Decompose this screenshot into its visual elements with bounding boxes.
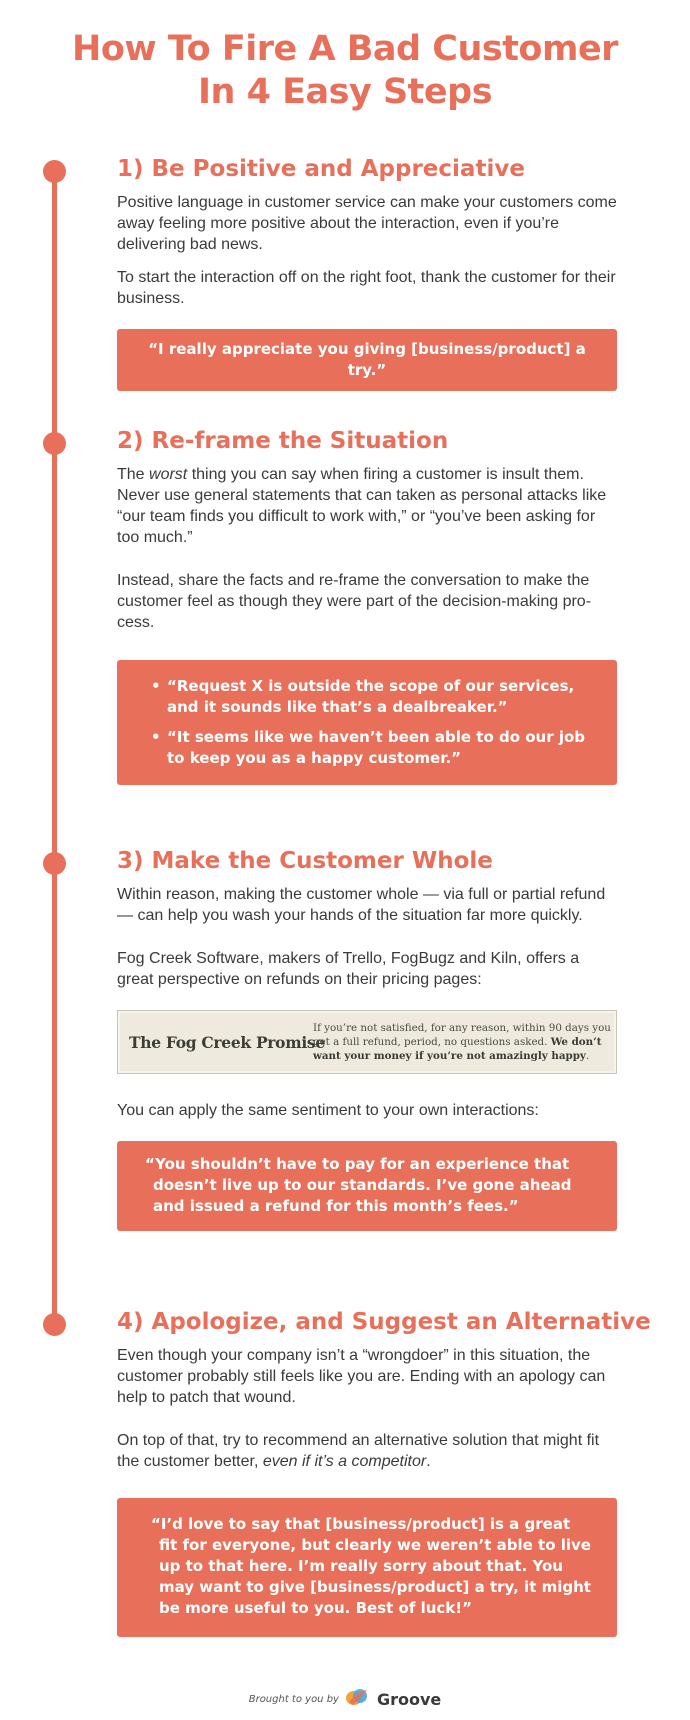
- promise-text-end: .: [585, 1050, 590, 1062]
- step-3-heading: 3) Make the Customer Whole: [117, 848, 493, 874]
- step-1-section: [117, 154, 617, 391]
- step-3-section: [117, 846, 617, 1231]
- step-2-paragraph-1-end: thing you can say when firing a customer is insult them. Never use general statements that can taken as personal attacks like “our team finds you difficult to work with,” or “you’ve been asking for too much.”: [117, 466, 607, 546]
- step-2-quote-callout: [117, 660, 617, 785]
- step-2-heading: 2) Re-frame the Situation: [117, 428, 449, 454]
- step-4-section: [117, 1307, 651, 1637]
- step-4-quote-callout: [117, 1498, 617, 1637]
- step-4-heading: 4) Apologize, and Suggest an Alternative: [117, 1309, 651, 1335]
- step-1-quote-callout: [117, 329, 617, 391]
- step-3-paragraph-3: You can apply the same sentiment to your own interactions:: [117, 1102, 539, 1119]
- bullet-icon: •: [151, 677, 161, 695]
- step-1-quote-text: “I really appreciate you giving [business/product] a try.”: [148, 340, 586, 379]
- step-4-quote-text: “I’d love to say that [business/product] is a great fit for everyone, but clearly we weren’t able to live up to that here. I’m really sorry about that. You may want to give [business/product] a try, it might be more useful to you. Best of luck!”: [151, 1515, 591, 1617]
- step-4-paragraph-2-start: On top of that, try to recommend an alternative solution that might fit the customer better,: [117, 1432, 600, 1470]
- step-2-quote-item: [151, 676, 597, 718]
- step-1-paragraph-1: Positive language in customer service can make your customers come away feeling more positive about the interaction, even if you’re delivering bad news.: [117, 194, 617, 253]
- step-2-quote-item-text: “Request X is outside the scope of our services, and it sounds like that’s a dealbreaker.”: [167, 677, 575, 716]
- page-title-line-2: In 4 Easy Steps: [197, 72, 493, 112]
- step-1-heading: 1) Be Positive and Appreciative: [117, 156, 525, 182]
- fog-creek-promise-banner: [117, 1010, 617, 1074]
- step-3-quote-callout: [117, 1141, 617, 1231]
- promise-text-bold: We don’t want your money if you’re not amazingly happy: [313, 1036, 602, 1062]
- step-4-paragraph-2-emphasis: even if it’s a competitor: [262, 1453, 427, 1470]
- timeline-dot-2: [43, 432, 66, 455]
- step-2-paragraph-2: Instead, share the facts and re-frame the conversation to make the customer feel as though they were part of the decision-making pro-cess.: [117, 572, 592, 631]
- step-3-quote-text: “You shouldn’t have to pay for an experience that doesn’t live up to our standards. I’ve gone ahead and issued a refund for this month’s fees.”: [145, 1155, 572, 1215]
- promise-title: The Fog Creek Promise: [129, 1032, 325, 1052]
- step-1-paragraph-2: To start the interaction off on the right foot, thank the customer for their business.: [117, 269, 616, 307]
- groove-logo-icon: [345, 1686, 371, 1713]
- step-3-paragraph-2: Fog Creek Software, makers of Trello, FogBugz and Kiln, offers a great perspective on refunds on their pricing pages:: [117, 950, 580, 988]
- footer-brought-by: Brought to you by: [248, 1694, 339, 1705]
- step-2-paragraph-1-emphasis: worst: [149, 466, 188, 483]
- timeline-dot-3: [43, 852, 66, 875]
- step-4-paragraph-1: Even though your company isn’t a “wrongdoer” in this situation, the customer probably still feels like you are. Ending with an apology can help to patch that wound.: [117, 1347, 606, 1406]
- step-2-paragraph-1: [117, 464, 617, 548]
- step-2-quote-item: [151, 727, 597, 769]
- bullet-icon: •: [151, 728, 161, 746]
- step-2-paragraph-1-start: The: [117, 466, 150, 483]
- timeline-dot-4: [43, 1313, 66, 1336]
- step-2-quote-item-text: “It seems like we haven’t been able to do our job to keep you as a happy customer.”: [167, 728, 586, 767]
- page-title-line-1: How To Fire A Bad Customer: [72, 29, 618, 69]
- promise-text-main: If you’re not satisfied, for any reason, within 90 days you get a full refund, period, no questions asked.: [313, 1022, 611, 1048]
- step-2-section: [117, 426, 617, 785]
- step-4-paragraph-2: [117, 1430, 617, 1472]
- step-4-paragraph-2-end: .: [426, 1453, 431, 1470]
- page-title: [0, 28, 690, 114]
- footer-credit: [0, 1686, 690, 1713]
- promise-text: [305, 1021, 613, 1063]
- timeline-line: [52, 170, 57, 1325]
- step-3-paragraph-1: Within reason, making the customer whole — via full or partial refund — can help you wash your hands of the situation far more quickly.: [117, 886, 606, 924]
- footer-brand: Groove: [376, 1690, 442, 1709]
- timeline-dot-1: [43, 160, 66, 183]
